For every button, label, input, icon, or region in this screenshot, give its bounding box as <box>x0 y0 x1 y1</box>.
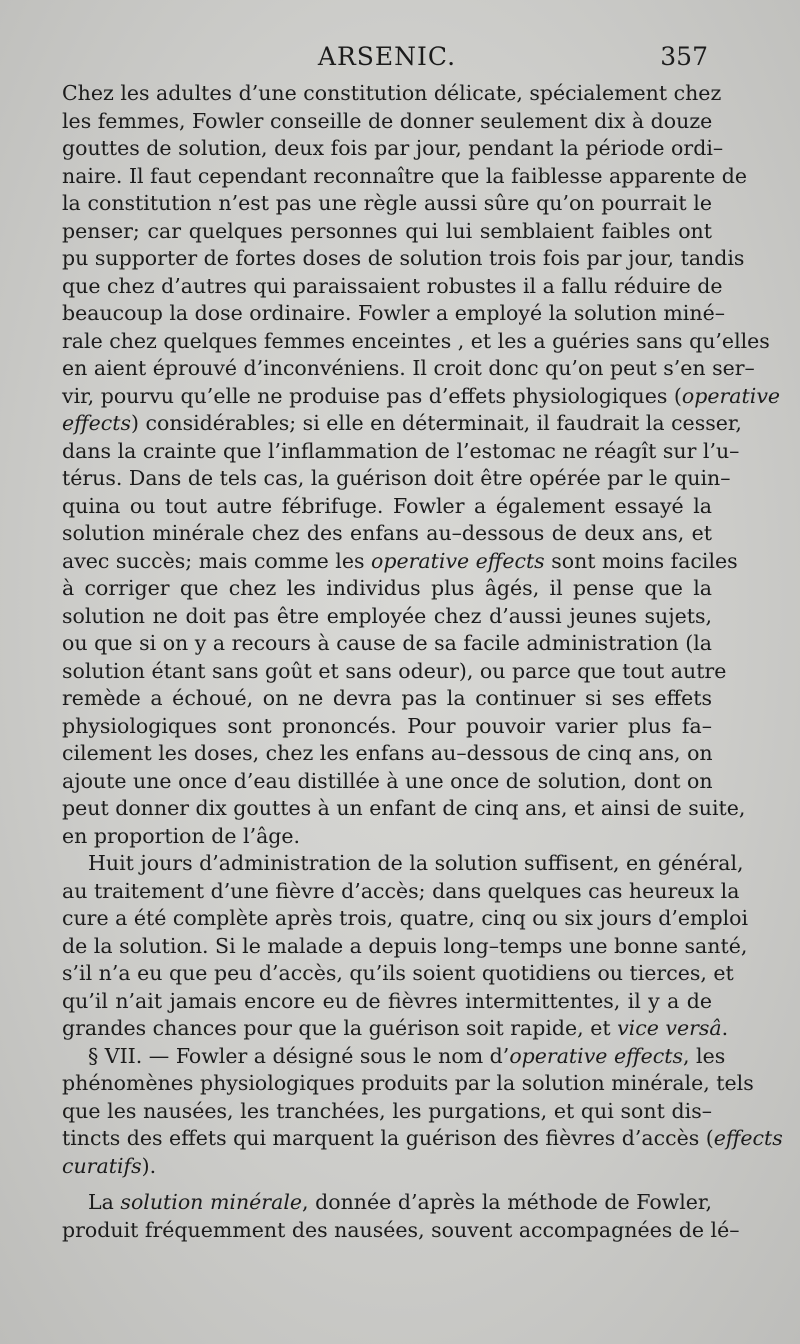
text-line: cilement les doses, chez les enfans au–dessous de cinq ans, on <box>62 741 713 765</box>
text-line: Chez les adultes d’une constitution délicate, spécialement chez <box>62 81 722 105</box>
italic-term: effects <box>62 411 132 435</box>
text-line: rale chez quelques femmes enceintes , et les a guéries sans qu’elles <box>62 328 770 353</box>
text-line: la constitution n’est pas une règle aussi sûre qu’on pourrait le <box>62 191 712 215</box>
text-line: en aient éprouvé d’inconvéniens. Il croit donc qu’on peut s’en ser– <box>62 356 755 380</box>
text-line: que chez d’autres qui paraissaient robustes il a fallu réduire de <box>62 273 723 298</box>
text-line: produit fréquemment des nausées, souvent accompagnées de lé– <box>62 1217 740 1242</box>
text-line: effects) considérables; si elle en déterminait, il faudrait la cesser, <box>62 411 742 435</box>
italic-term: operative <box>681 383 781 408</box>
text-line: en proportion de l’âge. <box>62 823 301 848</box>
text-line: curatifs). <box>62 1153 157 1178</box>
text-line: beaucoup la dose ordinaire. Fowler a employé la solution miné– <box>62 301 725 325</box>
text-line: cure a été complète après trois, quatre, cinq ou six jours d’emploi <box>62 906 749 930</box>
page-header <box>62 42 712 78</box>
italic-term: operative effects <box>509 1043 683 1068</box>
text-line: ou que si on y a recours à cause de sa facile administration (la <box>62 631 712 655</box>
text-line: remède a échoué, on ne devra pas la continuer si ses effets <box>62 686 712 710</box>
text-line: solution minérale chez des enfans au–dessous de deux ans, et <box>62 521 712 545</box>
text-line: de la solution. Si le malade a depuis long–temps une bonne santé, <box>62 933 748 958</box>
text-line: grandes chances pour que la guérison soit rapide, et vice versâ. <box>62 1016 729 1040</box>
text-line: penser; car quelques personnes qui lui semblaient faibles ont <box>62 218 712 243</box>
italic-term: curatifs <box>62 1153 142 1178</box>
text-line: avec succès; mais comme les operative effects sont moins faciles <box>62 548 738 573</box>
text-line: peut donner dix gouttes à un enfant de cinq ans, et ainsi de suite, <box>62 796 746 820</box>
text-line: pu supporter de fortes doses de solution trois fois par jour, tandis <box>62 246 745 270</box>
text-line: térus. Dans de tels cas, la guérison doit être opérée par le quin– <box>62 466 731 490</box>
text-line: naire. Il faut cependant reconnaître que la faiblesse apparente de <box>62 163 747 188</box>
text-line: à corriger que chez les individus plus âgés, il pense que la <box>62 576 712 600</box>
italic-term: operative effects <box>371 548 545 573</box>
text-line: s’il n’a eu que peu d’accès, qu’ils soient quotidiens ou tierces, et <box>62 961 734 985</box>
text-line: qu’il n’ait jamais encore eu de fièvres intermittentes, il y a de <box>62 988 712 1013</box>
body-text <box>62 80 783 1244</box>
text-line: gouttes de solution, deux fois par jour, pendant la période ordi– <box>62 136 724 160</box>
italic-term: effects <box>713 1126 783 1150</box>
text-line: solution ne doit pas être employée chez d’aussi jeunes sujets, <box>62 603 712 628</box>
text-line: vir, pourvu qu’elle ne produise pas d’effets physiologiques (operative <box>62 383 781 408</box>
text-line: les femmes, Fowler conseille de donner seulement dix à douze <box>62 108 713 133</box>
text-line: que les nausées, les tranchées, les purgations, et qui sont dis– <box>62 1098 712 1123</box>
text-line: dans la crainte que l’inflammation de l’estomac ne réagît sur l’u– <box>62 438 740 463</box>
paragraph-gap <box>62 1180 712 1189</box>
text-line: tincts des effets qui marquent la guérison des fièvres d’accès (effects <box>62 1126 783 1150</box>
text-line: au traitement d’une fièvre d’accès; dans quelques cas heureux la <box>62 878 740 903</box>
text-line: solution étant sans goût et sans odeur), ou parce que tout autre <box>62 658 727 683</box>
text-line: physiologiques sont prononcés. Pour pouvoir varier plus fa– <box>62 713 712 738</box>
italic-term: vice versâ <box>617 1016 722 1040</box>
text-line: ajoute une once d’eau distillée à une once de solution, dont on <box>62 768 713 793</box>
text-line: Huit jours d’administration de la solution suffisent, en général, <box>88 851 744 875</box>
text-line: phénomènes physiologiques produits par la solution minérale, tels <box>62 1071 754 1095</box>
running-title: ARSENIC. <box>317 42 457 71</box>
text-line: La solution minérale, donnée d’après la méthode de Fowler, <box>88 1190 712 1214</box>
text-line: quina ou tout autre fébrifuge. Fowler a également essayé la <box>62 493 712 518</box>
italic-term: solution minérale <box>120 1190 303 1214</box>
text-line: § VII. — Fowler a désigné sous le nom d’operative effects, les <box>88 1043 726 1068</box>
page-number: 357 <box>660 42 708 71</box>
